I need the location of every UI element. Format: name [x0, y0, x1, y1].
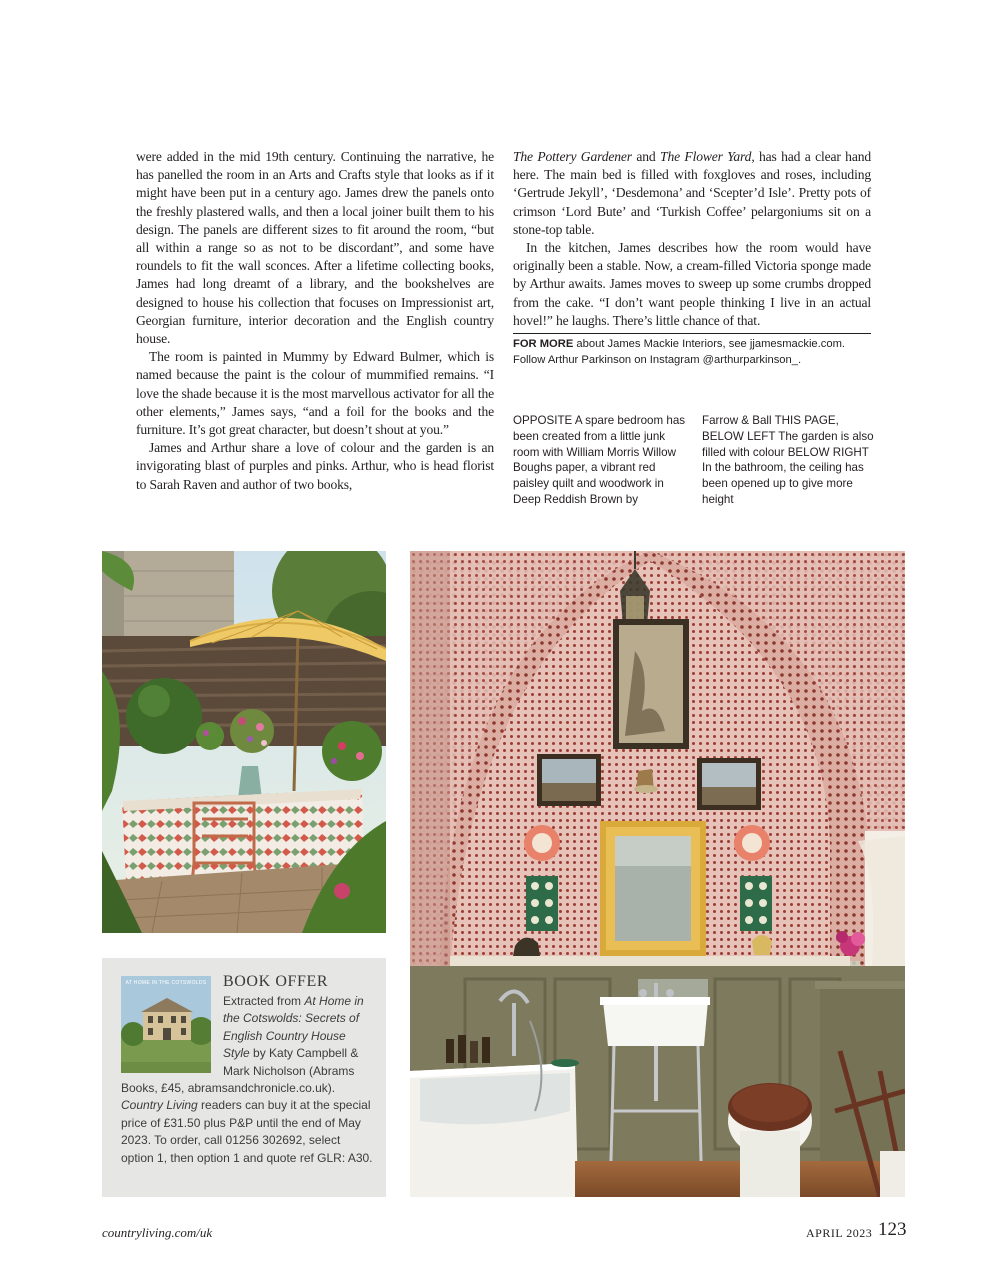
- for-more-text: about James Mackie Interiors, see jjamesmackie.com. Follow Arthur Parkinson on Instagram @arthurparkinson_.: [513, 338, 846, 366]
- paragraph: were added in the mid 19th century. Continuing the narrative, he has panelled the room in an Arts and Crafts style that looks as if it might have been put in a century ago. James drew the panels onto the freshly plastered walls, and then a local joiner built them to his design. The panels are different sizes to fit around the room, “but all within a range so as not to be discordant”, and some have roundels to fit the wall sconces. After a lifetime collecting books, James had long dreamt of a library, and the bookshelves are designed to house his collection that focuses on Impressionist art, Georgian furniture, interior decoration and the English country house.: [136, 149, 494, 347]
- article-column-right: [513, 148, 871, 330]
- bathroom-photo: [410, 551, 905, 1197]
- footer-date: APRIL 2023: [806, 1226, 873, 1240]
- magazine-name: Country Living: [121, 1098, 198, 1113]
- for-more-info: [513, 337, 873, 368]
- book-cover-title: AT HOME IN THE COTSWOLDS: [125, 980, 207, 986]
- page-number: 123: [878, 1219, 907, 1240]
- garden-photo: [102, 551, 386, 933]
- text: Extracted from: [223, 994, 305, 1008]
- text: readers can buy it at the special price of £31.50 plus P&P until the end of May 2023. To order, call 01256 302692, select option 1, then option 1 and quote ref GLR: A30.: [121, 1098, 373, 1165]
- text: , has had a clear hand here. The main bed is filled with foxgloves and roses, including ‘Gertrude Jekyll’, ‘Desdemona’ and ‘Scepter’d Isle’. Pretty pots of crimson ‘Lord Bute’ and ‘Turkish Coffee’ pelargoniums sit on a stone-top table.: [513, 149, 872, 237]
- book-title: At Home in the Cotswolds: Secrets of English Country House Style: [223, 994, 364, 1061]
- book-offer-box: [102, 958, 386, 1197]
- book-offer-text: [121, 993, 373, 1167]
- text: and: [631, 149, 661, 164]
- book-title: The Flower Yard: [660, 149, 752, 164]
- text: by Katy Campbell & Mark Nicholson (Abrams Books, £45, abramsandchronicle.co.uk).: [121, 1046, 359, 1096]
- paragraph: [513, 148, 871, 239]
- paragraph: In the kitchen, James describes how the room would have originally been a stable. Now, a cream-filled Victoria sponge made by Arthur awaits. James moves to sweep up some crumbs dropped from the cake. “I don’t want people thinking I live in an actual hovel!” he laughs. There’s little chance of that.: [513, 240, 871, 328]
- caption-left: OPPOSITE A spare bedroom has been created from a little junk room with William Morris Willow Boughs paper, a vibrant red paisley quilt and woodwork in Deep Reddish Brown by: [513, 414, 686, 506]
- article-column-left: [136, 148, 494, 494]
- paragraph: James and Arthur share a love of colour and the garden is an invigorating blast of purples and pinks. Arthur, who is head florist to Sarah Raven and author of two books,: [136, 440, 494, 492]
- paragraph: The room is painted in Mummy by Edward Bulmer, which is named because the paint is the colour of mummified remains. “I love the shade because it is the most marvellous activator for all the other elements,” James says, “and a foil for the books and the furniture. It’s got great character, but doesn’t shout at you.”: [136, 349, 494, 438]
- for-more-label: FOR MORE: [513, 338, 574, 350]
- book-offer-heading: BOOK OFFER: [223, 973, 329, 990]
- footer-url: countryliving.com/uk: [102, 1225, 213, 1240]
- book-title: The Pottery Gardener: [513, 149, 632, 164]
- divider: [513, 333, 871, 334]
- caption-right: Farrow & Ball THIS PAGE, BELOW LEFT The garden is also filled with colour BELOW RIGHT In the bathroom, the ceiling has been opened up to give more height: [702, 414, 874, 506]
